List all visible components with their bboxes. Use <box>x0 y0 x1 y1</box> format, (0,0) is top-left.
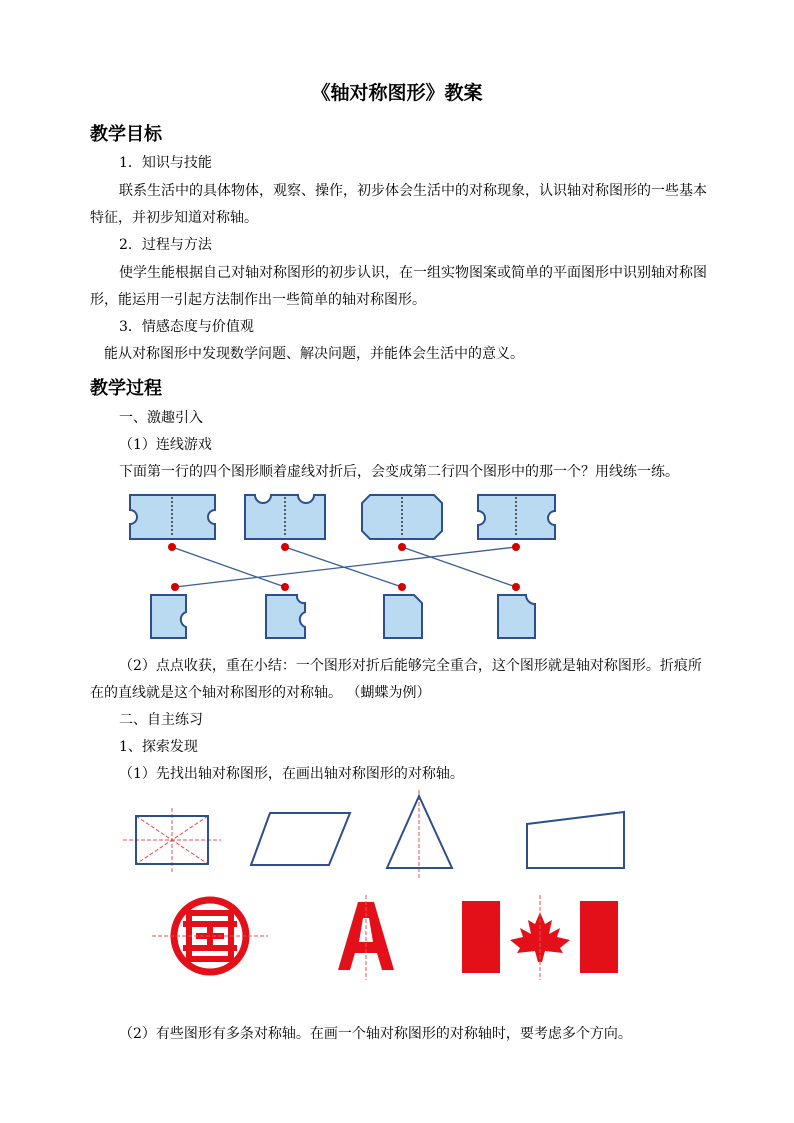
bank-logo-icon <box>152 900 268 972</box>
summary-line2: 在的直线就是这个轴对称图形的对称轴。 （蝴蝶为例） <box>90 685 431 701</box>
goal-2-text-line1: 使学生能根据自己对轴对称图形的初步认识，在一组实物图案或简单的平面图形中识别轴对称图 <box>119 265 707 281</box>
explore-note: （2）有些图形有多条对称轴。在画一个轴对称图形的对称轴时，要考虑多个方向。 <box>119 1026 632 1042</box>
page-title: 《轴对称图形》教案 <box>311 82 483 104</box>
goal-1-text-line1: 联系生活中的具体物体，观察、操作，初步体会生活中的对称现象，认识轴对称图形的一些基本 <box>119 183 707 199</box>
explore-task: （1）先找出轴对称图形，在画出轴对称图形的对称轴。 <box>119 766 464 782</box>
goal-3-text: 能从对称图形中发现数学问题、解决问题，并能体会生活中的意义。 <box>104 346 524 362</box>
goal-1-text-line2: 特征，并初步知道对称轴。 <box>90 210 258 226</box>
explore-title: 1、探索发现 <box>119 739 198 755</box>
heading-goals: 教学目标 <box>90 124 162 145</box>
game-title: （1）连线游戏 <box>119 437 212 453</box>
heading-process: 教学过程 <box>90 378 162 399</box>
goal-2-title: 2．过程与方法 <box>119 237 212 253</box>
parallelogram-shape <box>251 813 350 865</box>
trapezoid-shape <box>527 812 624 868</box>
goal-1-title: 1．知识与技能 <box>119 155 212 171</box>
summary-line1: （2）点点收获，重在小结：一个图形对折后能够完全重合，这个图形就是轴对称图形。折痕所 <box>119 658 702 674</box>
part2-title: 二、自主练习 <box>119 712 203 728</box>
goal-2-text-line2: 形，能运用一引起方法制作出一些简单的轴对称图形。 <box>90 292 426 308</box>
letter-a-figure <box>338 895 394 980</box>
triangle-with-axis <box>387 790 452 880</box>
goal-3-title: 3．情感态度与价值观 <box>119 319 254 335</box>
game-description: 下面第一行的四个图形顺着虚线对折后，会变成第二行四个图形中的那一个？用线练一练。 <box>119 464 679 480</box>
canada-flag-figure <box>462 895 618 980</box>
part1-title: 一、激趣引入 <box>119 410 203 426</box>
rectangle-with-axes <box>123 808 221 874</box>
